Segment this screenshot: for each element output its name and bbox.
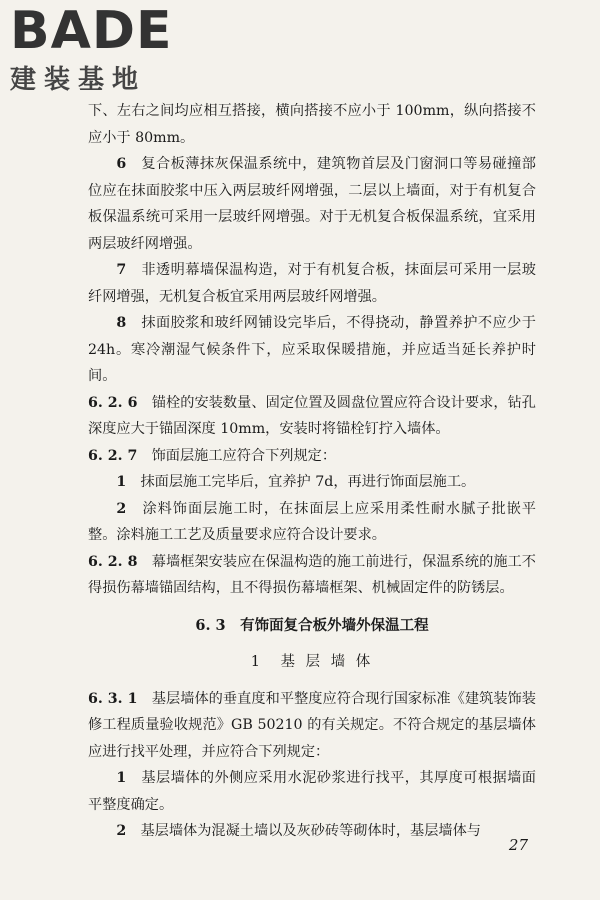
clause-6-2-7 — [88, 443, 536, 470]
subsection-title: 1 基 层 墙 体 — [250, 654, 374, 670]
item-text: 复合板薄抹灰保温系统中，建筑物首层及门窗洞口等易碰撞部位应在抹面胶浆中压入两层玻纤网增强，二层以上墙面，对于有机复合板保温系统可采用一层玻纤网增强。对于无机复合板保温系统，宜采用两层玻纤网增强。 — [88, 156, 536, 252]
clause-6-3-1-item-1 — [88, 765, 536, 818]
item-text: 抹面层施工完毕后，宜养护 7d，再进行饰面层施工。 — [140, 474, 476, 490]
section-title: 6. 3 有饰面复合板外墙外保温工程 — [195, 616, 429, 634]
item-number: 7 — [116, 262, 127, 278]
item-7 — [88, 257, 536, 310]
clause-6-2-6 — [88, 390, 536, 443]
clause-text: 锚栓的安装数量、固定位置及圆盘位置应符合设计要求，钻孔深度应大于锚固深度 10mm，安装时将锚栓钉拧入墙体。 — [88, 394, 536, 437]
page-number: 27 — [508, 836, 528, 854]
logo-brand: BADE — [10, 1, 173, 61]
item-number: 2 — [116, 823, 127, 839]
item-number: 1 — [116, 474, 127, 490]
item-number: 6 — [116, 156, 127, 172]
clause-6-3-1 — [88, 686, 536, 766]
item-text: 抹面胶浆和玻纤网铺设完毕后，不得挠动，静置养护不应少于 24h。寒冷潮湿气候条件下，应采取保暖措施，并应适当延长养护时间。 — [88, 315, 536, 384]
bade-logo — [10, 1, 173, 96]
clause-6-2-8 — [88, 549, 536, 602]
page-content — [88, 98, 536, 845]
item-text: 非透明幕墙保温构造，对于有机复合板，抹面层可采用一层玻纤网增强，无机复合板宜采用两层玻纤网增强。 — [88, 262, 536, 305]
item-6 — [88, 151, 536, 257]
item-text: 涂料饰面层施工时，在抹面层上应采用柔性耐水腻子批嵌平整。涂料施工工艺及质量要求应符合设计要求。 — [88, 500, 536, 543]
item-number: 1 — [116, 770, 127, 786]
logo-subtitle: 建装基地 — [10, 65, 147, 95]
clause-6-2-7-item-2 — [88, 496, 536, 549]
clause-number: 6. 2. 6 — [88, 394, 138, 411]
item-text: 基层墙体的外侧应采用水泥砂浆进行找平，其厚度可根据墙面平整度确定。 — [88, 770, 536, 813]
paragraph-continued: 下、左右之间均应相互搭接，横向搭接不应小于 100mm，纵向搭接不应小于 80mm。 — [88, 103, 536, 146]
item-text: 基层墙体为混凝土墙以及灰砂砖等砌体时，基层墙体与 — [140, 823, 481, 839]
clause-text: 饰面层施工应符合下列规定： — [151, 447, 337, 464]
clause-6-2-7-item-1 — [88, 469, 536, 496]
clause-text: 基层墙体的垂直度和平整度应符合现行国家标准《建筑装饰装修工程质量验收规范》GB 50210 的有关规定。不符合规定的基层墙体应进行找平处理，并应符合下列规定： — [88, 690, 536, 760]
item-8 — [88, 310, 536, 390]
item-number: 2 — [116, 500, 127, 517]
item-number: 8 — [116, 315, 127, 331]
clause-number: 6. 2. 7 — [88, 447, 138, 464]
clause-6-3-1-item-2 — [88, 818, 536, 845]
clause-text: 幕墙框架安装应在保温构造的施工前进行，保温系统的施工不得损伤幕墙锚固结构，且不得损伤幕墙框架、机械固定件的防锈层。 — [88, 553, 536, 596]
clause-number: 6. 2. 8 — [88, 553, 138, 570]
clause-number: 6. 3. 1 — [88, 690, 138, 707]
